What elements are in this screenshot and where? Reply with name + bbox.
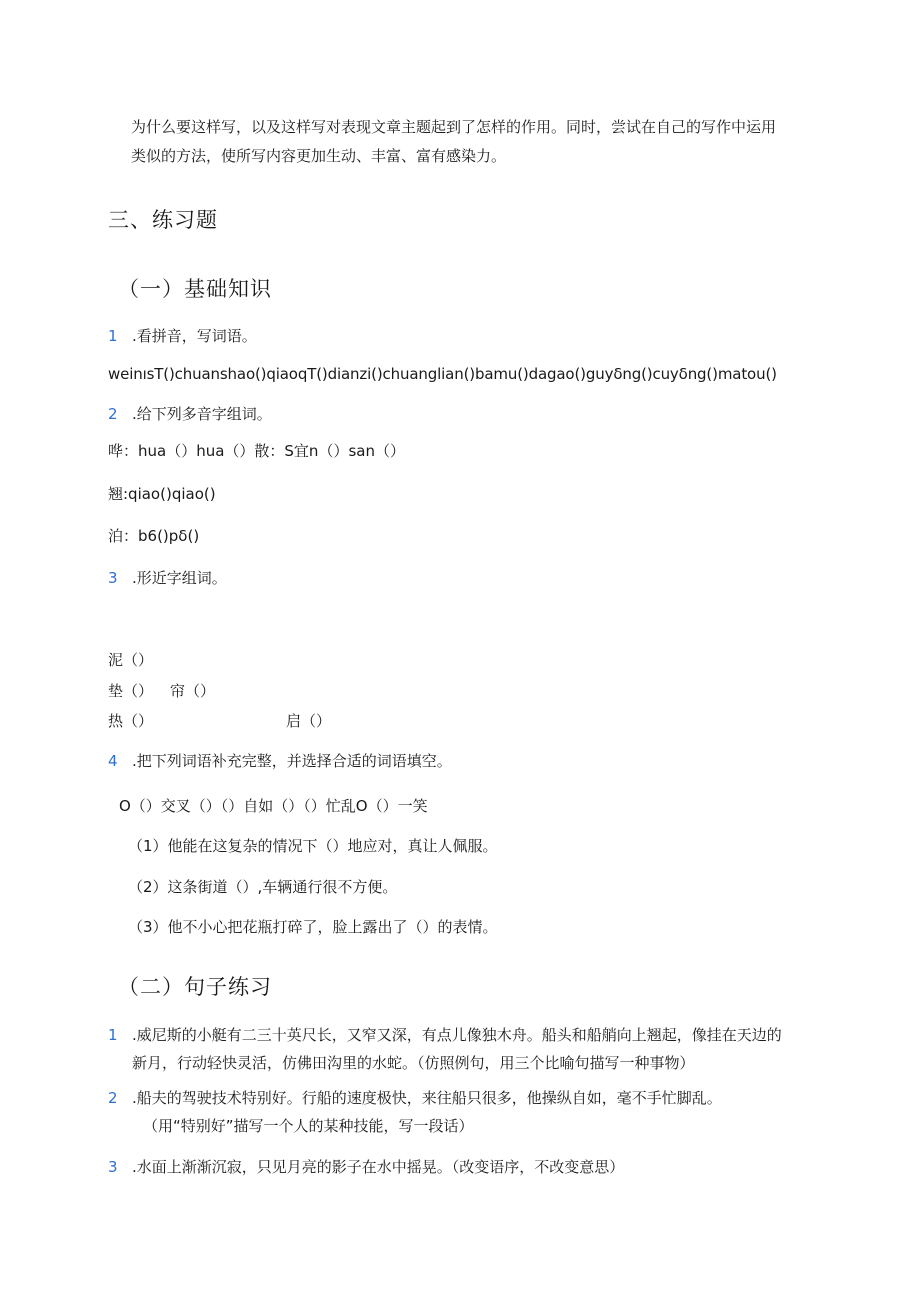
sentence-question-2 bbox=[108, 1088, 722, 1108]
sentence-question-1-line-2: 新月，行动轻快灵活，仿佛田沟里的水蛇。（仿照例句，用三个比喻句描写一种事物） bbox=[132, 1054, 695, 1072]
question-1 bbox=[108, 326, 257, 346]
question-text: .给下列多音字组词。 bbox=[132, 405, 272, 423]
question-4 bbox=[108, 751, 452, 771]
section-title-exercises: 三、练习题 bbox=[108, 208, 218, 232]
fill-sentence-1: （1）他能在这复杂的情况下（）地应对，真让人佩服。 bbox=[128, 837, 498, 855]
polyphone-line-bo: 泊：b6()pδ() bbox=[108, 527, 200, 545]
polyphone-line-hua-san: 哗：hua（）hua（）散：S宜n（）san（） bbox=[108, 442, 405, 460]
question-text-line-1: .船夫的驾驶技术特别好。行船的速度极快，来往船只很多，他操纵自如，毫不手忙脚乱。 bbox=[132, 1089, 722, 1107]
polyphone-line-qiao: 翘:qiao()qiao() bbox=[108, 485, 216, 503]
intro-line-2: 类似的方法，使所写内容更加生动、丰富、富有感染力。 bbox=[131, 147, 507, 165]
question-number: 2 bbox=[108, 1089, 118, 1107]
question-text-line-1: .威尼斯的小艇有二三十英尺长，又窄又深，有点儿像独木舟。船头和船艄向上翘起，像挂在天边的 bbox=[132, 1026, 782, 1044]
question-number: 1 bbox=[108, 327, 118, 345]
similar-char-dian: 垫（） bbox=[108, 682, 154, 700]
part1-title: （一）基础知识 bbox=[118, 277, 272, 301]
question-text: .水面上渐渐沉寂，只见月亮的影子在水中摇晃。（改变语序，不改变意思） bbox=[132, 1158, 625, 1176]
similar-char-re: 热（） bbox=[108, 712, 154, 730]
sentence-question-3 bbox=[108, 1157, 624, 1177]
intro-line-1: 为什么要这样写，以及这样写对表现文章主题起到了怎样的作用。同时，尝试在自己的写作中运用 bbox=[131, 118, 777, 136]
question-number: 3 bbox=[108, 1158, 118, 1176]
question-text: .看拼音，写词语。 bbox=[132, 327, 257, 345]
similar-char-lian: 帘（） bbox=[170, 682, 216, 700]
question-text: .形近字组词。 bbox=[132, 569, 227, 587]
question-number: 4 bbox=[108, 752, 118, 770]
fill-sentence-3: （3）他不小心把花瓶打碎了，脸上露出了（）的表情。 bbox=[128, 918, 498, 936]
sentence-question-2-line-2: （用“特别好”描写一个人的某种技能，写一段话） bbox=[143, 1117, 474, 1135]
part2-title: （二）句子练习 bbox=[118, 975, 272, 999]
question-number: 2 bbox=[108, 405, 118, 423]
question-number: 3 bbox=[108, 569, 118, 587]
fill-sentence-2: （2）这条街道（）,车辆通行很不方便。 bbox=[128, 878, 398, 896]
similar-char-ni: 泥（） bbox=[108, 651, 154, 669]
sentence-question-1 bbox=[108, 1025, 782, 1045]
question-number: 1 bbox=[108, 1026, 118, 1044]
question-2 bbox=[108, 404, 272, 424]
question-text: .把下列词语补充完整，并选择合适的词语填空。 bbox=[132, 752, 452, 770]
question-3 bbox=[108, 568, 227, 588]
pinyin-line: weinısT()chuanshao()qiaoqT()dianzi()chuanglian()bamu()dagao()guyδng()cuyδng()matou() bbox=[108, 365, 777, 383]
similar-char-qi: 启（） bbox=[286, 712, 332, 730]
idiom-words-line: O（）交叉（）（）自如（）（）忙乱O（）一笑 bbox=[119, 797, 428, 815]
